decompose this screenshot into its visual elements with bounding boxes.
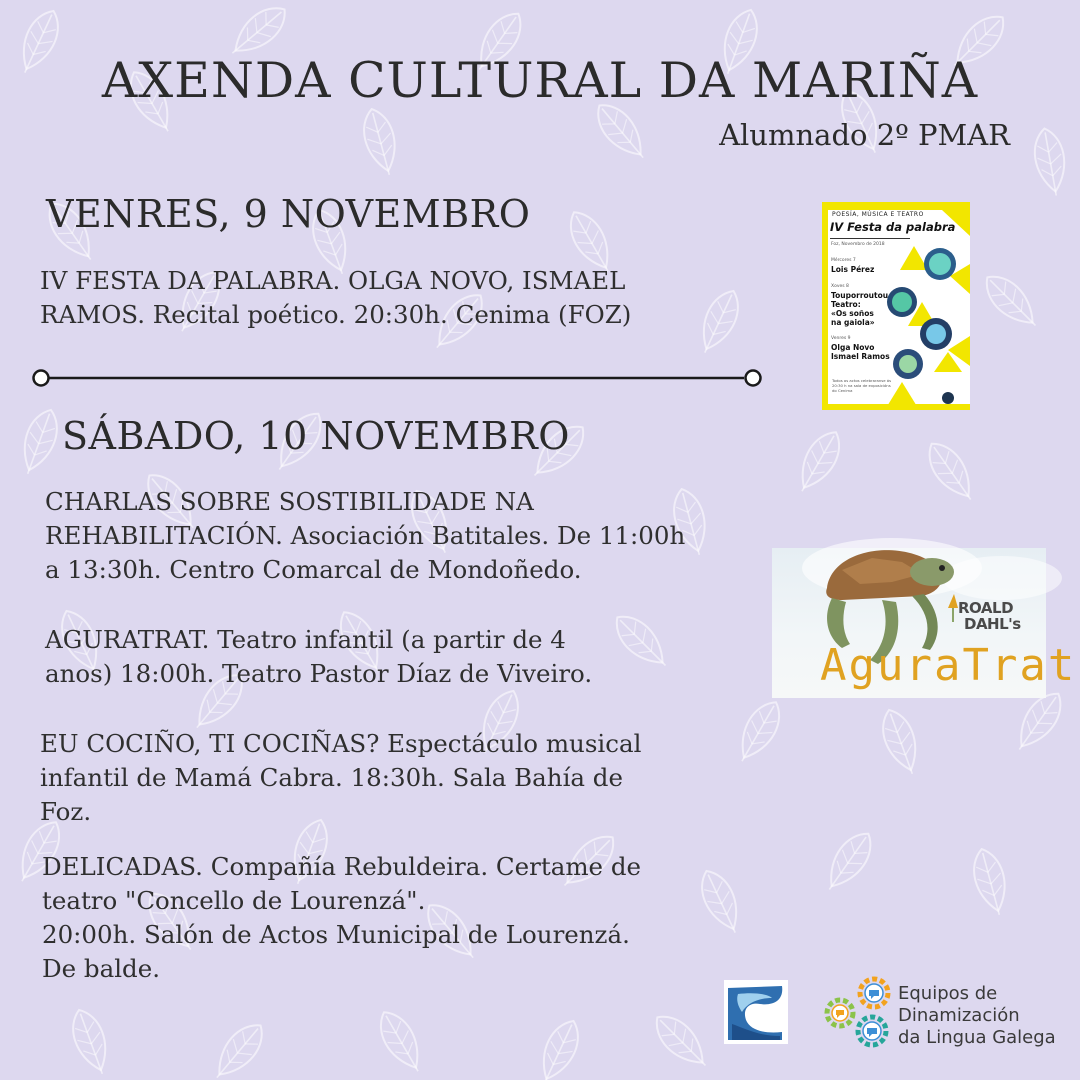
gear-teal [858,1017,886,1045]
author-line: ROALD [958,599,1014,617]
event-line: 20:00h. Salón de Actos Municipal de Lourenzá. [42,920,630,949]
poster-name: Teatro: [831,300,861,309]
poster-title: IV Festa da palabra [830,220,956,234]
poster-name: na gaiola» [831,318,875,327]
poster-divider [830,238,910,239]
event-aguratrat [45,623,592,691]
aguratrat-author [958,600,1021,632]
event-line: infantil de Mamá Cabra. 18:30h. Sala Bahía de [40,763,623,792]
event-line: a 13:30h. Centro Comarcal de Mondoñedo. [45,555,582,584]
event-line: anos) 18:00h. Teatro Pastor Díaz de Viveiro. [45,659,593,688]
section-divider [30,366,770,390]
festa-da-palabra-poster [822,202,970,410]
event-festa-da-palabra [40,264,631,332]
event-delicadas [42,850,641,986]
page-title: AXENDA CULTURAL DA MARIÑA [101,52,979,109]
event-line: RAMOS. Recital poético. 20:30h. Cenima (FOZ) [40,300,632,329]
event-line: EU COCIÑO, TI COCIÑAS? Espectáculo musical [40,729,642,758]
poster-day-label: Mércores 7 [831,258,856,263]
wave-logo-icon [724,980,788,1044]
aguratrat-title: AguraTrat [820,640,1077,691]
edlg-line: da Lingua Galega [898,1027,1056,1048]
gear-orange [860,979,888,1007]
poster-footer: Todos os actos celebraranse ás 20:30 h na sala de exposicións do Cenima [832,378,892,393]
poster-date: Foz, Novembro de 2018 [831,242,885,247]
event-line: De balde. [42,954,161,983]
poster-name: Ismael Ramos [831,352,890,361]
page-subtitle: Alumnado 2º PMAR [719,118,1010,152]
gear-green [827,1000,853,1026]
edlg-logo-text [898,983,1056,1049]
event-eu-cocino [40,727,641,829]
event-line: teatro "Concello de Lourenzá". [42,886,426,915]
event-line: CHARLAS SOBRE SOSTIBILIDADE NA [45,487,534,516]
event-line: DELICADAS. Compañía Rebuldeira. Certame de [42,852,642,881]
aguratrat-cover-image [772,548,1077,698]
poster-name: «Os soños [831,309,874,318]
poster-name: Touporroutou [831,291,889,300]
edlg-line: Equipos de [898,983,998,1004]
event-line: AGURATRAT. Teatro infantil (a partir de 4 [45,625,566,654]
event-line: IV FESTA DA PALABRA. OLGA NOVO, ISMAEL [40,266,626,295]
author-line: DAHL's [964,615,1021,633]
day-heading-sabado: SÁBADO, 10 NOVEMBRO [62,414,570,458]
event-line: Foz. [40,797,92,826]
day-heading-venres: VENRES, 9 NOVEMBRO [46,192,531,236]
event-line: REHABILITACIÓN. Asociación Batitales. De 11:00h [45,521,686,550]
poster-kicker: POESÍA, MÚSICA E TEATRO [832,211,924,218]
edlg-line: Dinamización [898,1005,1020,1026]
poster-name: Olga Novo [831,343,875,352]
poster-day-label: Venres 9 [831,336,851,341]
event-charlas-sostibilidade [45,485,685,587]
poster-day-label: Xoves 8 [831,284,849,289]
poster-name: Lois Pérez [831,265,875,274]
